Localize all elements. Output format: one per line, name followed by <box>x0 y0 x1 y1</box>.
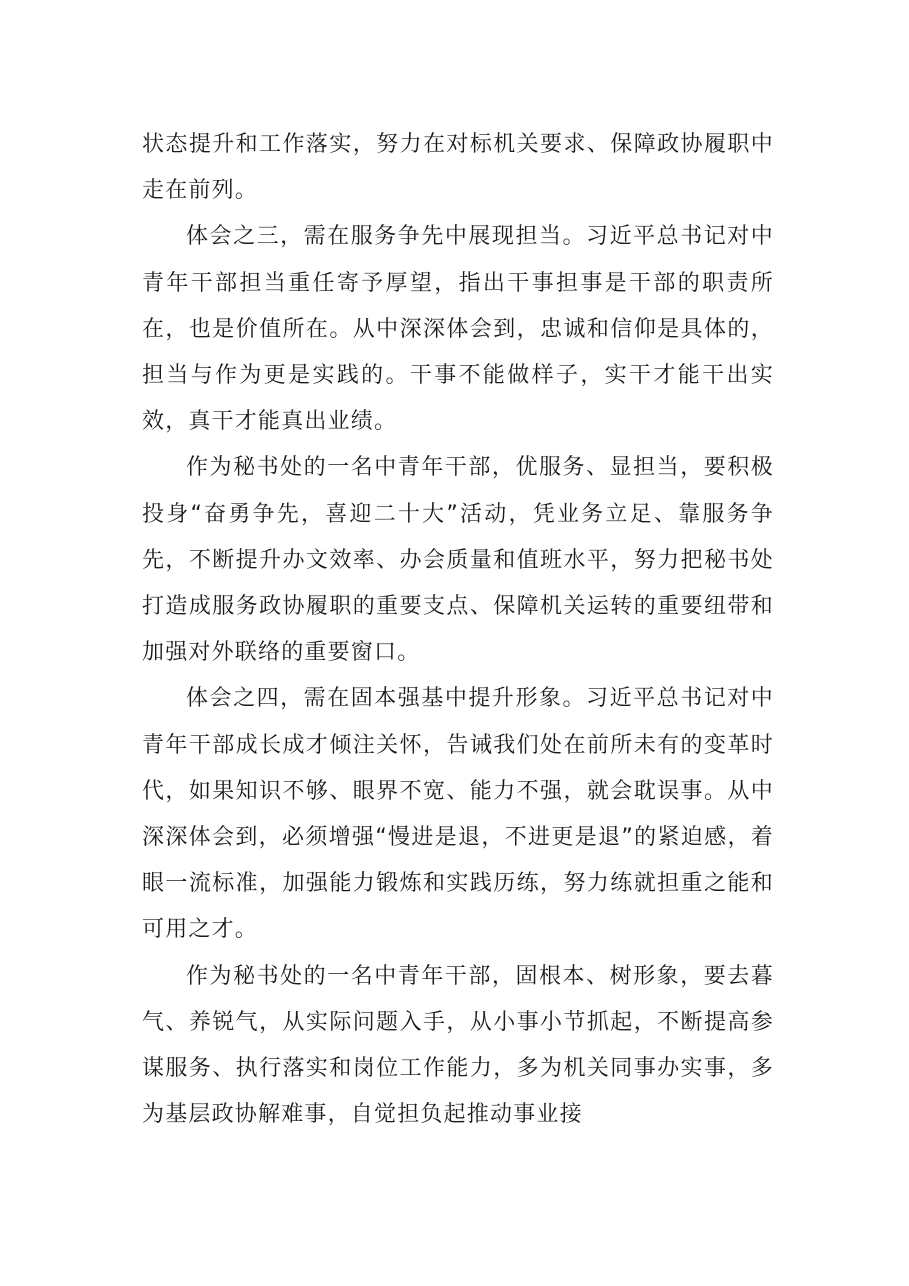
paragraph-2: 体会之三，需在服务争先中展现担当。习近平总书记对中青年干部担当重任寄予厚望，指出干事担事是干部的职责所在，也是价值所在。从中深深体会到，忠诚和信仰是具体的，担当与作为更是实践的。干事不能做样子，实干才能干出实效，真干才能真出业绩。 <box>142 224 774 435</box>
paragraph-1: 状态提升和工作落实，努力在对标机关要求、保障政协履职中走在前列。 <box>142 132 774 204</box>
paragraph-4: 体会之四，需在固本强基中提升形象。习近平总书记对中青年干部成长成才倾注关怀，告诫我们处在前所未有的变革时代，如果知识不够、眼界不宽、能力不强，就会耽误事。从中深深体会到，必须增强“慢进是退，不进更是退”的紧迫感，着眼一流标准，加强能力锻炼和实践历练，努力练就担重之能和可用之才。 <box>142 686 774 943</box>
paragraph-5: 作为秘书处的一名中青年干部，固根本、树形象，要去暮气、养锐气，从实际问题入手，从小事小节抓起，不断提高参谋服务、执行落实和岗位工作能力，多为机关同事办实事，多为基层政协解难事，自觉担负起推动事业接 <box>142 963 774 1128</box>
paragraph-3: 作为秘书处的一名中青年干部，优服务、显担当，要积极投身“奋勇争先，喜迎二十大”活动，凭业务立足、靠服务争先，不断提升办文效率、办会质量和值班水平，努力把秘书处打造成服务政协履职的重要支点、保障机关运转的重要纽带和加强对外联络的重要窗口。 <box>142 455 774 666</box>
document-body <box>142 122 774 1138</box>
